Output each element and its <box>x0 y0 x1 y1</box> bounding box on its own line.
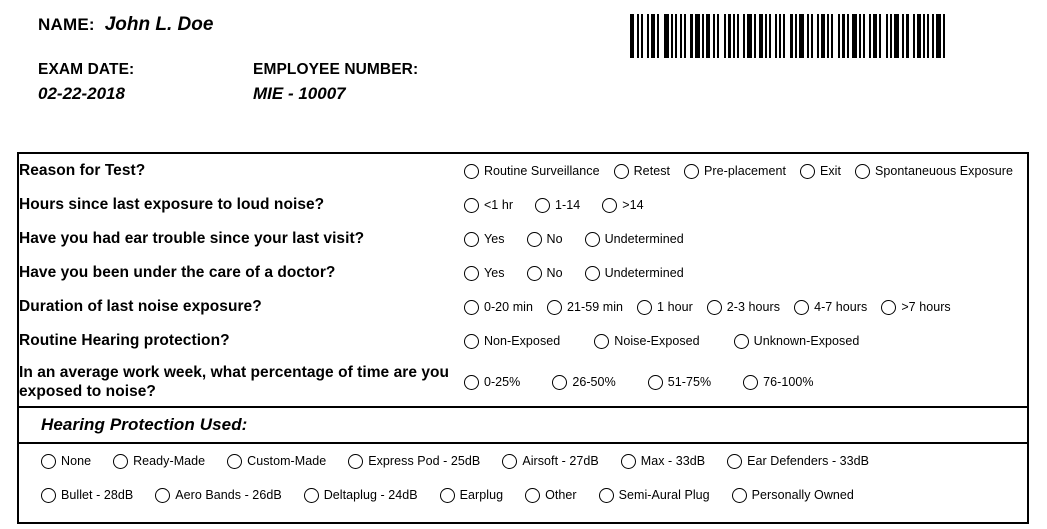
radio-option-label: 26-50% <box>572 375 616 389</box>
radio-button-icon[interactable] <box>464 232 479 247</box>
radio-button-icon[interactable] <box>41 488 56 503</box>
exam-date-label: EXAM DATE: <box>38 61 135 78</box>
hearing-protection-option[interactable] <box>727 454 869 469</box>
radio-option-label: Exit <box>819 164 842 178</box>
hearing-protection-option-label: Max - 33dB <box>640 454 706 468</box>
radio-option[interactable] <box>464 198 513 213</box>
radio-option-label: 21-59 min <box>567 300 624 314</box>
hearing-protection-option[interactable] <box>621 454 705 469</box>
radio-option-label: 1-14 <box>555 198 581 212</box>
hearing-protection-option-label: Semi-Aural Plug <box>618 488 710 502</box>
radio-option-label: >7 hours <box>901 300 951 314</box>
employee-number-label: EMPLOYEE NUMBER: <box>253 61 419 78</box>
radio-option-label: 4-7 hours <box>814 300 868 314</box>
hearing-protection-row-2 <box>19 478 1027 512</box>
radio-option[interactable] <box>585 266 684 281</box>
question-options <box>464 222 1027 256</box>
hearing-protection-option-label: Bullet - 28dB <box>61 488 134 502</box>
hearing-protection-option-label: Express Pod - 25dB <box>368 454 481 468</box>
question-row <box>19 358 1027 406</box>
question-label: Have you been under the care of a doctor? <box>19 264 336 281</box>
hearing-protection-option[interactable] <box>348 454 480 469</box>
radio-button-icon[interactable] <box>585 232 600 247</box>
radio-option[interactable] <box>585 232 684 247</box>
hearing-protection-option[interactable] <box>502 454 598 469</box>
radio-button-icon[interactable] <box>348 454 363 469</box>
question-row <box>19 324 1027 358</box>
radio-option[interactable] <box>684 164 786 179</box>
document-header <box>0 0 1047 106</box>
radio-option-label: Retest <box>633 164 671 178</box>
radio-option-label: Routine Surveillance <box>483 164 600 178</box>
radio-option[interactable] <box>464 232 505 247</box>
radio-option[interactable] <box>464 375 520 390</box>
radio-option[interactable] <box>855 164 1013 179</box>
radio-button-icon[interactable] <box>464 300 479 315</box>
question-options <box>464 324 1027 358</box>
question-row <box>19 154 1027 188</box>
radio-option-label: Yes <box>483 232 505 246</box>
radio-button-icon[interactable] <box>794 300 809 315</box>
radio-option[interactable] <box>707 300 780 315</box>
hearing-protection-option[interactable] <box>227 454 326 469</box>
radio-button-icon[interactable] <box>637 300 652 315</box>
radio-option-label: 2-3 hours <box>726 300 781 314</box>
hearing-protection-option-label: Ready-Made <box>133 454 206 468</box>
radio-button-icon[interactable] <box>440 488 455 503</box>
radio-button-icon[interactable] <box>547 300 562 315</box>
radio-option-label: 51-75% <box>667 375 712 389</box>
hearing-protection-option[interactable] <box>599 488 710 503</box>
hearing-protection-option-label: Other <box>545 488 577 502</box>
question-label: Hours since last exposure to loud noise? <box>19 196 325 213</box>
radio-button-icon[interactable] <box>113 454 128 469</box>
radio-button-icon[interactable] <box>464 198 479 213</box>
question-row <box>19 256 1027 290</box>
radio-button-icon[interactable] <box>527 266 542 281</box>
radio-option[interactable] <box>535 198 580 213</box>
radio-option-label: Non-Exposed <box>483 334 561 348</box>
radio-button-icon[interactable] <box>227 454 242 469</box>
radio-button-icon[interactable] <box>525 488 540 503</box>
radio-button-icon[interactable] <box>648 375 663 390</box>
hearing-protection-option-label: None <box>61 454 92 468</box>
radio-option[interactable] <box>552 375 615 390</box>
radio-option[interactable] <box>743 375 813 390</box>
hearing-protection-option-label: Earplug <box>459 488 504 502</box>
radio-option-label: 76-100% <box>763 375 814 389</box>
radio-option[interactable] <box>614 164 670 179</box>
hearing-protection-option-label: Deltaplug - 24dB <box>323 488 418 502</box>
hearing-protection-option[interactable] <box>440 488 503 503</box>
radio-option-label: Spontaneuous Exposure <box>875 164 1013 178</box>
radio-option[interactable] <box>464 334 560 349</box>
radio-option-label: No <box>546 266 563 280</box>
hearing-protection-option[interactable] <box>113 454 205 469</box>
radio-option-label: >14 <box>622 198 644 212</box>
radio-option-label: 1 hour <box>657 300 693 314</box>
radio-button-icon[interactable] <box>464 266 479 281</box>
hearing-protection-option[interactable] <box>41 488 133 503</box>
radio-button-icon[interactable] <box>614 164 629 179</box>
questionnaire-form <box>17 152 1029 524</box>
question-label: Routine Hearing protection? <box>19 332 230 349</box>
meta-row <box>38 60 1047 106</box>
question-options <box>464 256 1027 290</box>
radio-option-label: Unknown-Exposed <box>753 334 860 348</box>
radio-button-icon[interactable] <box>732 488 747 503</box>
radio-button-icon[interactable] <box>599 488 614 503</box>
hearing-protection-option-label: Custom-Made <box>247 454 327 468</box>
radio-button-icon[interactable] <box>727 454 742 469</box>
radio-button-icon[interactable] <box>594 334 609 349</box>
hearing-protection-option[interactable] <box>525 488 577 503</box>
barcode-icon <box>630 14 982 58</box>
hearing-protection-option[interactable] <box>732 488 854 503</box>
radio-button-icon[interactable] <box>535 198 550 213</box>
radio-option-label: Noise-Exposed <box>614 334 700 348</box>
radio-option[interactable] <box>648 375 711 390</box>
question-label: In an average work week, what percentage of time are you exposed to noise? <box>19 364 450 400</box>
radio-option[interactable] <box>464 300 533 315</box>
radio-button-icon[interactable] <box>855 164 870 179</box>
questions-table <box>19 154 1027 406</box>
radio-button-icon[interactable] <box>527 232 542 247</box>
question-label: Reason for Test? <box>19 162 146 179</box>
hearing-protection-heading: Hearing Protection Used: <box>41 415 248 434</box>
hearing-protection-option-label: Aero Bands - 26dB <box>175 488 282 502</box>
radio-option-label: Undetermined <box>604 232 684 246</box>
radio-option-label: Yes <box>483 266 505 280</box>
radio-button-icon[interactable] <box>602 198 617 213</box>
exam-date-value: 02-22-2018 <box>38 84 125 103</box>
name-value: John L. Doe <box>104 14 214 35</box>
question-options <box>464 154 1027 188</box>
question-row <box>19 188 1027 222</box>
radio-option[interactable] <box>800 164 841 179</box>
question-options <box>464 358 1027 406</box>
radio-option[interactable] <box>881 300 950 315</box>
radio-option-label: No <box>546 232 563 246</box>
radio-option[interactable] <box>794 300 867 315</box>
question-row <box>19 222 1027 256</box>
radio-option[interactable] <box>637 300 693 315</box>
question-options <box>464 290 1027 324</box>
radio-option-label: 0-20 min <box>483 300 533 314</box>
radio-button-icon[interactable] <box>41 454 56 469</box>
hearing-protection-option-label: Ear Defenders - 33dB <box>747 454 870 468</box>
radio-option-label: 0-25% <box>483 375 521 389</box>
radio-button-icon[interactable] <box>881 300 896 315</box>
radio-button-icon[interactable] <box>707 300 722 315</box>
radio-option-label: Undetermined <box>604 266 684 280</box>
radio-option[interactable] <box>734 334 860 349</box>
hearing-protection-row-1 <box>19 444 1027 478</box>
radio-option[interactable] <box>464 266 505 281</box>
radio-button-icon[interactable] <box>684 164 699 179</box>
question-options <box>464 188 1027 222</box>
hearing-protection-option[interactable] <box>304 488 418 503</box>
hearing-protection-option[interactable] <box>155 488 281 503</box>
hearing-protection-option-label: Airsoft - 27dB <box>522 454 599 468</box>
radio-button-icon[interactable] <box>552 375 567 390</box>
radio-option-label: Pre-placement <box>704 164 786 178</box>
radio-button-icon[interactable] <box>304 488 319 503</box>
exam-date-block <box>38 60 253 106</box>
question-label: Duration of last noise exposure? <box>19 298 262 315</box>
radio-button-icon[interactable] <box>621 454 636 469</box>
hearing-protection-option[interactable] <box>41 454 91 469</box>
radio-button-icon[interactable] <box>743 375 758 390</box>
radio-button-icon[interactable] <box>464 164 479 179</box>
radio-button-icon[interactable] <box>502 454 517 469</box>
radio-button-icon[interactable] <box>800 164 815 179</box>
radio-option[interactable] <box>464 164 600 179</box>
radio-option[interactable] <box>594 334 699 349</box>
employee-number-block <box>253 60 573 106</box>
radio-option-label: <1 hr <box>483 198 514 212</box>
employee-number-value: MIE - 10007 <box>253 84 346 103</box>
question-row <box>19 290 1027 324</box>
radio-option[interactable] <box>527 266 563 281</box>
radio-button-icon[interactable] <box>155 488 170 503</box>
radio-button-icon[interactable] <box>464 334 479 349</box>
radio-button-icon[interactable] <box>585 266 600 281</box>
name-label: NAME: <box>38 15 95 34</box>
radio-option[interactable] <box>602 198 643 213</box>
radio-button-icon[interactable] <box>734 334 749 349</box>
radio-option[interactable] <box>527 232 563 247</box>
radio-button-icon[interactable] <box>464 375 479 390</box>
question-label: Have you had ear trouble since your last visit? <box>19 230 365 247</box>
hearing-protection-option-label: Personally Owned <box>751 488 854 502</box>
radio-option[interactable] <box>547 300 623 315</box>
